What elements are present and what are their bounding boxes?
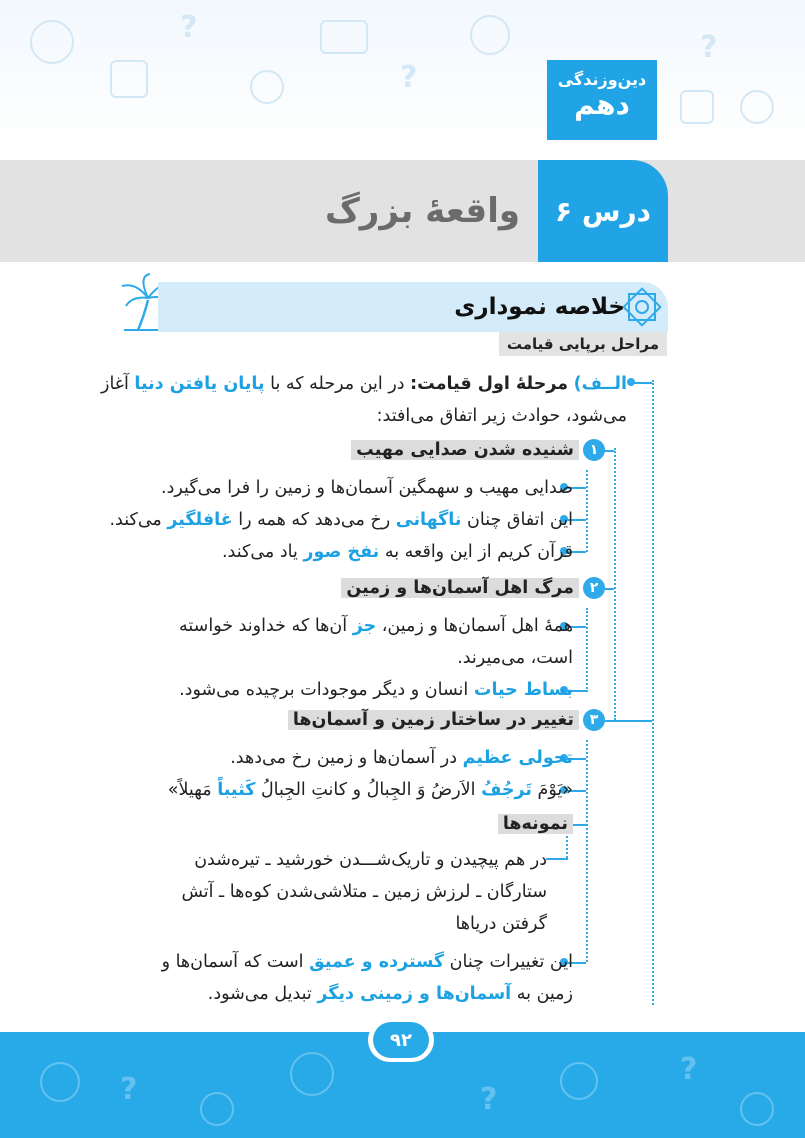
item2-number: ۲ [583, 577, 605, 599]
item3-title: تغییر در ساختار زمین و آسمان‌ها [288, 710, 579, 730]
pattern-circle [250, 70, 284, 104]
item3-bullet4 [162, 948, 573, 976]
item2-b2-highlight: بساط حیات [473, 680, 573, 700]
pattern-circle [290, 1052, 334, 1096]
item3-b4-pre: این تغییرات چنان [444, 952, 573, 972]
item3-b4l2-highlight: آسمان‌ها و زمینی دیگر [317, 984, 512, 1004]
example-line1: در هم پیچیدن و تاریک‌شـــدن خورشید ـ تیره‌شدن [194, 850, 547, 870]
item2-title: مرگ اهل آسمان‌ها و زمین [341, 578, 579, 598]
item3-b4-highlight: گسترده و عمیق [309, 952, 445, 972]
tree-branch [600, 720, 652, 722]
stage-a-highlight: پایان یافتن دنیا [134, 374, 265, 394]
lesson-title: واقعۀ بزرگ [324, 191, 520, 231]
tree-leaf-line [566, 836, 568, 858]
item2-b1-pre: همۀ اهل آسمان‌ها و زمین، [376, 616, 573, 636]
pattern-square [110, 60, 148, 98]
item1-b3-pre: قرآن کریم از این واقعه به [379, 542, 573, 562]
item1-b2-highlight2: غافلگیر [167, 510, 233, 530]
tree-leaf-line [586, 608, 588, 692]
pattern-circle [560, 1062, 598, 1100]
item2-bullet1-line2: است، می‌میرند. [457, 648, 573, 668]
item1-b3-post: یاد می‌کند. [221, 542, 304, 562]
item2-bullet2 [179, 676, 573, 704]
tree-leaf-line [586, 740, 588, 962]
item1-bullet3 [222, 538, 573, 566]
item2-b1-post: آن‌ها که خداوند خواسته [179, 616, 353, 636]
item1-bullet1: صدایی مهیب و سهمگین آسمان‌ها و زمین را فرا می‌گیرد. [161, 478, 573, 498]
item3-b1-post: در آسمان‌ها و زمین رخ می‌دهد. [230, 748, 463, 768]
grade-name: دهم [574, 88, 630, 121]
item2-b1-highlight: جز [352, 616, 377, 636]
stage-a-line1 [101, 370, 627, 398]
stage-a-text2: آغاز [101, 374, 135, 394]
item3-b4-post: است که آسمان‌ها و [161, 952, 310, 972]
stage-a-label: الــف) [573, 374, 627, 394]
item2-bullet1 [179, 612, 573, 640]
examples-label [498, 810, 573, 838]
item2-b2-post: انسان و دیگر موجودات برچیده می‌شود. [179, 680, 474, 700]
tree-node-dot [627, 378, 635, 386]
example-line3: گرفتن دریاها [455, 914, 547, 934]
stage-a-title: مرحلۀ اول قیامت: [410, 374, 569, 394]
top-decorative-band [0, 0, 805, 150]
page-number-badge [368, 1018, 434, 1062]
example-line2: ستارگان ـ لرزش زمین ـ متلاشی‌شدن کوه‌ها ـ آتش [181, 882, 547, 902]
pattern-question-icon: ? [680, 1052, 698, 1087]
pattern-circle [740, 90, 774, 124]
item3-heading [288, 706, 605, 734]
pattern-question-icon: ? [700, 30, 718, 65]
pattern-circle [30, 20, 74, 64]
pattern-square [680, 90, 714, 124]
lesson-number-tab: درس ۶ [538, 160, 668, 262]
pattern-book-icon [320, 20, 368, 54]
item1-bullet2 [109, 506, 573, 534]
pattern-question-icon: ? [120, 1072, 138, 1107]
pattern-question-icon: ? [180, 10, 198, 45]
item1-b2-mid: رخ می‌دهد که همه را [232, 510, 396, 530]
octagram-icon [620, 285, 664, 329]
item1-b2-pre: این اتفاق چنان [461, 510, 573, 530]
item3-number: ۳ [583, 709, 605, 731]
subject-name: دین‌وزندگی [557, 70, 647, 89]
stage-a-text1: در این مرحله که با [264, 374, 411, 394]
verse-mid: الاَرضُ وَ الجِبالُ و کانتِ الجِبالُ [255, 780, 482, 800]
tree-branch [546, 858, 568, 860]
pattern-question-icon: ? [480, 1082, 498, 1117]
tree-leaf-line [586, 470, 588, 552]
item3-b4l2-post: تبدیل می‌شود. [207, 984, 318, 1004]
tree-main-line [652, 380, 654, 1005]
verse-close: مَهیلاً» [167, 780, 218, 800]
item1-number: ۱ [583, 439, 605, 461]
examples-label-text: نمونه‌ها [498, 814, 573, 834]
pattern-circle [200, 1092, 234, 1126]
item1-b3-highlight: نفخ صور [303, 542, 380, 562]
verse-open: «یَوْمَ [531, 780, 573, 800]
item1-b2-post: می‌کند. [109, 510, 168, 530]
verse-highlight2: کَثیباً [217, 780, 256, 800]
item1-heading [351, 436, 605, 464]
pattern-circle [40, 1062, 80, 1102]
stages-label: مراحل برپایی قیامت [499, 332, 667, 356]
stage-a-line2: می‌شود، حوادث زیر اتفاق می‌افتد: [376, 406, 627, 426]
subject-badge [547, 60, 657, 140]
item3-bullet4-line2 [208, 980, 573, 1008]
page-number: ۹۲ [373, 1022, 429, 1058]
verse-highlight1: تَرجُفُ [481, 780, 532, 800]
pattern-circle [740, 1092, 774, 1126]
pattern-question-icon: ? [400, 60, 418, 95]
tree-sub-line [614, 448, 616, 720]
item3-quran-verse [168, 776, 573, 804]
item2-heading [341, 574, 605, 602]
item3-b4l2-pre: زمین به [511, 984, 573, 1004]
item1-title: شنیده شدن صدایی مهیب [351, 440, 579, 460]
item3-bullet1 [230, 744, 573, 772]
item1-b2-highlight1: ناگهانی [395, 510, 462, 530]
pattern-circle [470, 15, 510, 55]
section-title: خلاصه نموداری [454, 294, 625, 320]
item3-b1-highlight: تحولی عظیم [462, 748, 573, 768]
